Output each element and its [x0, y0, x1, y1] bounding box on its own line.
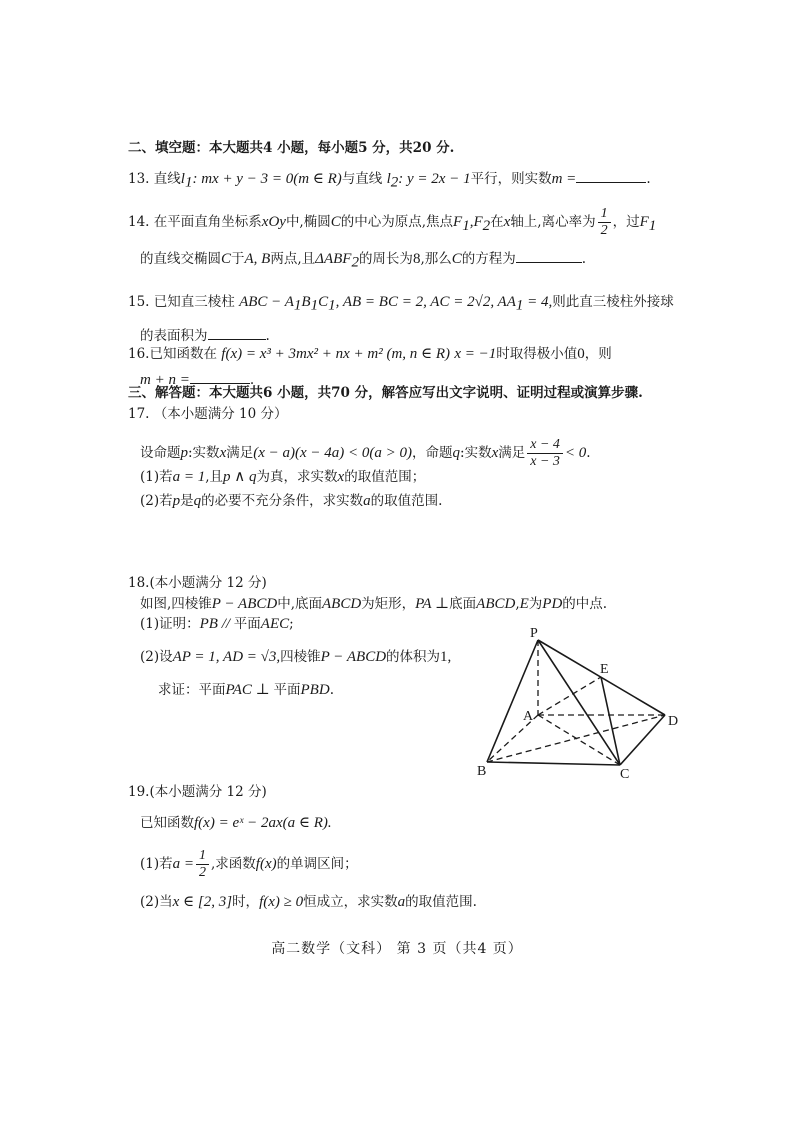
question-19-stem: 已知函数f(x) = eˣ − 2ax(a ∈ R). [140, 815, 332, 831]
question-18-stem: 如图,四棱锥P − ABCD中,底面ABCD为矩形，PA ⊥底面ABCD,E为PD的中点. [140, 596, 608, 612]
page-footer: 高二数学（文科） 第 3 页（共4 页） [271, 941, 523, 957]
label-B: B [477, 764, 487, 779]
section-2-heading: 二、填空题：本大题共4 小题，每小题5 分，共20 分. [128, 140, 455, 156]
section-3-heading: 三、解答题：本大题共6 小题，共70 分，解答应写出文字说明、证明过程或演算步骤. [128, 385, 643, 401]
question-19-part-1: (1)若a = $\frac{1}{2}$ ,求函数f(x)的单调区间； [140, 848, 358, 881]
question-15: 15. 已知直三棱柱 ABC − $A_1B_1C_1$, AB = BC = 2, AC = 2√2, $AA_1 = 4$,则此直三棱柱外接球 [128, 294, 674, 314]
label-C: C [620, 767, 630, 780]
answer-blank-16[interactable] [190, 371, 250, 384]
question-14: 14. 在平面直角坐标系xOy中,椭圆C的中心为原点,焦点$F_1,F_2$在x轴上,离心率为 $\frac{1}{2}$ ，过$F_1$ [128, 206, 657, 239]
question-18-header: 18.(本小题满分 12 分) [128, 575, 267, 591]
edge-PB [487, 640, 538, 762]
fraction-q17: $\frac{x - 4}{x - 3}$ [527, 437, 563, 470]
question-16: 16.已知函数在 f(x) = x³ + 3mx² + nx + m² (m, n ∈ R) x = −1时取得极小值0，则 [128, 346, 612, 362]
question-18-part-1: (1)证明：PB // 平面AEC; [140, 616, 294, 632]
pyramid-figure [470, 625, 690, 780]
fraction-q19: $\frac{1}{2}$ [196, 848, 209, 881]
question-18-part-2: (2)设AP = 1, AD = √3,四棱锥P − ABCD的体积为1, [140, 649, 452, 665]
question-19-header: 19.(本小题满分 12 分) [128, 784, 267, 800]
edge-CD [620, 715, 665, 765]
label-A: A [523, 709, 534, 724]
question-17-part-1: (1)若a = 1,且p ∧ q为真，求实数x的取值范围； [140, 469, 426, 485]
question-16-line-2: m + n = . [140, 372, 255, 388]
question-19-part-2: (2)当x ∈ [2, 3]时，f(x) ≥ 0恒成立，求实数a的取值范围. [140, 894, 477, 910]
label-D: D [668, 714, 679, 729]
edge-BC [487, 762, 620, 765]
q14-number: 14. [128, 214, 150, 231]
q13-number: 13. [128, 171, 150, 187]
edge-PC [538, 640, 620, 765]
diagonal-AC-hidden [538, 715, 620, 765]
question-14-line-2: 的直线交椭圆C于A, B两点,且$\Delta ABF_2$的周长为8,那么C的方程为 . [140, 251, 587, 271]
label-P: P [530, 626, 538, 641]
answer-blank-14[interactable] [516, 250, 582, 263]
question-15-line-2: 的表面积为 . [140, 328, 270, 344]
q16-number: 16. [128, 346, 150, 362]
q15-number: 15. [128, 294, 150, 310]
question-17-part-2: (2)若p是q的必要不充分条件，求实数a的取值范围. [140, 493, 443, 509]
question-18-part-2-claim: 求证：平面PAC ⊥ 平面PBD. [158, 682, 334, 698]
question-13: 13. 直线$l_1$: mx + y − 3 = 0(m ∈ R)与直线 $l_2$: y = 2x − 1平行，则实数m = . [128, 171, 651, 191]
diagonal-BD-hidden [487, 715, 665, 762]
question-17-stem: 设命题p:实数x满足(x − a)(x − 4a) < 0(a > 0)，命题q:实数x满足 $\frac{x - 4}{x - 3}$ < 0. [140, 437, 591, 470]
question-17-header: 17. （本小题满分 10 分） [128, 406, 288, 422]
segment-AE-hidden [538, 677, 601, 715]
fraction-eccentricity: $\frac{1}{2}$ [598, 206, 611, 239]
answer-blank-15[interactable] [208, 327, 266, 340]
answer-blank-13[interactable] [576, 170, 646, 183]
label-E: E [600, 662, 609, 677]
